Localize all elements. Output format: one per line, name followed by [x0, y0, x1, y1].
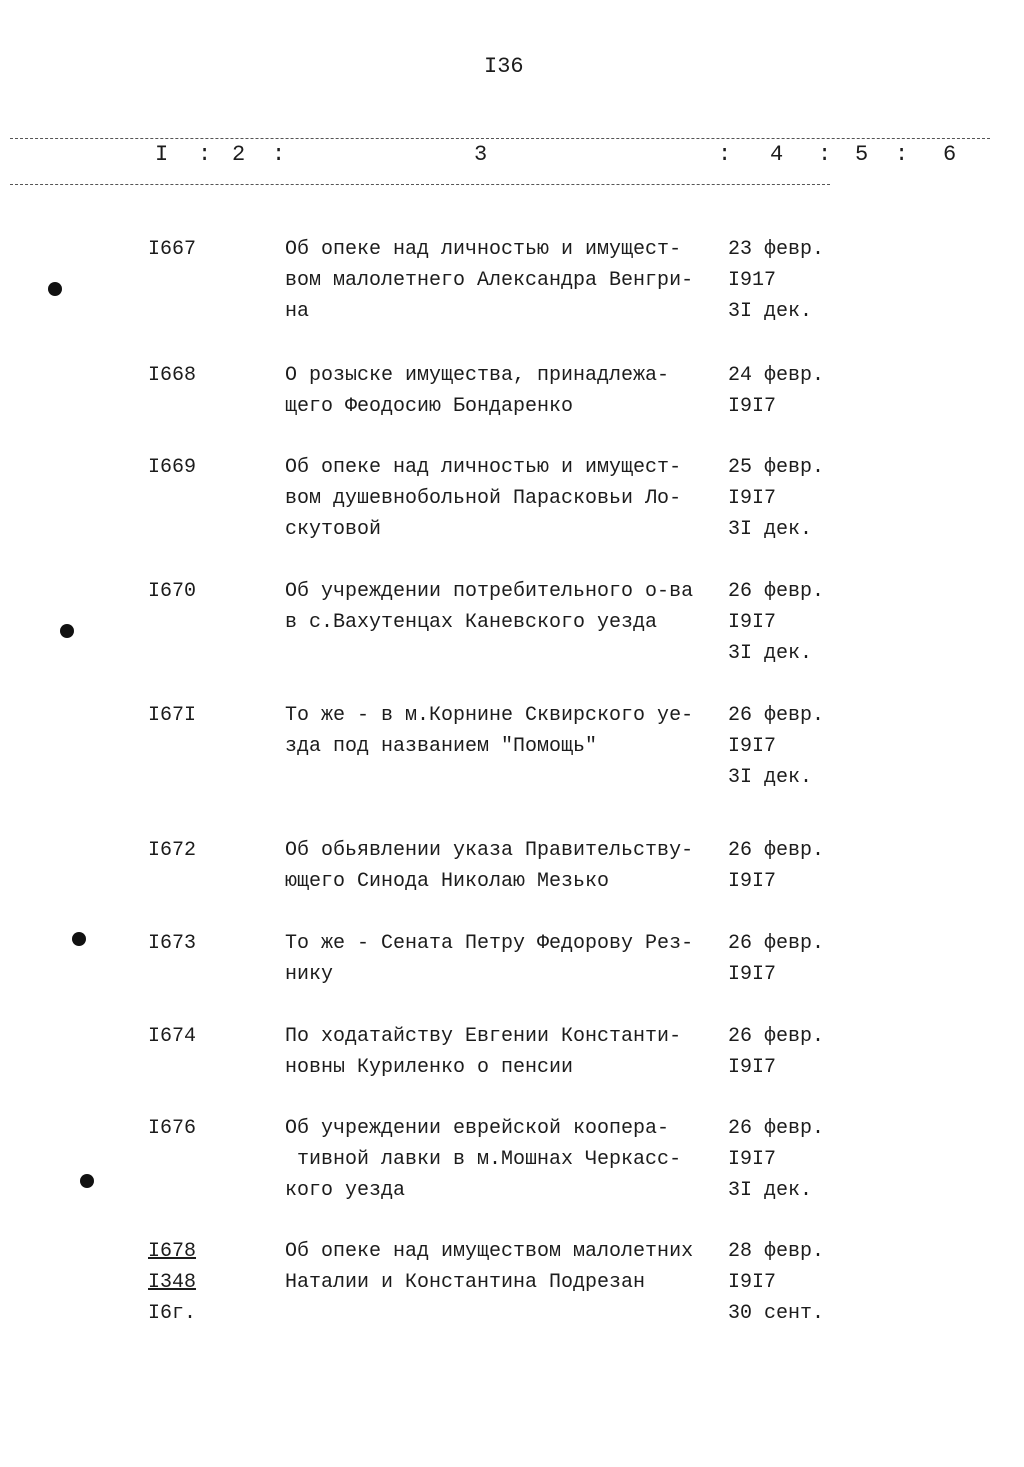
item-number-line: I674	[148, 1025, 197, 1048]
item-dates	[728, 234, 824, 327]
item-number	[148, 1021, 196, 1052]
item-description-line: То же - в м.Корнине Сквирского уе-	[285, 704, 694, 727]
item-description-line: новны Куриленко о пенсии	[285, 1056, 574, 1079]
header-rule-top	[10, 138, 990, 139]
item-description-line: зда под названием "Помощь"	[285, 735, 598, 758]
item-number-line: I668	[148, 364, 197, 387]
item-description	[285, 835, 693, 897]
item-dates-line: I917	[728, 269, 777, 292]
item-description-line: Наталии и Константина Подрезан	[285, 1271, 646, 1294]
item-dates-line: I9I7	[728, 487, 777, 510]
item-dates	[728, 360, 824, 422]
item-number	[148, 1113, 196, 1144]
item-description-line: кого уезда	[285, 1179, 406, 1202]
item-dates-line: 26 февр.	[728, 932, 825, 955]
item-dates	[728, 1113, 824, 1206]
column-separator: :	[895, 142, 909, 167]
item-description	[285, 452, 681, 545]
column-header-label: I	[155, 142, 169, 167]
item-dates-line: 3I дек.	[728, 518, 813, 541]
column-separator: :	[718, 142, 732, 167]
column-separator: :	[818, 142, 832, 167]
item-description-line: щего Феодосию Бондаренко	[285, 395, 574, 418]
item-dates-line: I9I7	[728, 1056, 777, 1079]
item-dates-line: 26 февр.	[728, 1025, 825, 1048]
column-separator: :	[272, 142, 286, 167]
column-header-label: 4	[770, 142, 784, 167]
item-description	[285, 1113, 681, 1206]
item-dates	[728, 1236, 824, 1329]
item-number	[148, 1236, 196, 1329]
item-dates-line: I9I7	[728, 963, 777, 986]
item-dates-line: 26 февр.	[728, 704, 825, 727]
item-number	[148, 360, 196, 391]
column-header-label: 6	[943, 142, 957, 167]
item-dates	[728, 576, 824, 669]
item-dates	[728, 700, 824, 793]
item-dates-line: 23 февр.	[728, 238, 825, 261]
item-description-line: Об учреждении потребительного о-ва	[285, 580, 694, 603]
ink-blot	[72, 932, 86, 946]
item-description	[285, 1021, 681, 1083]
item-number	[148, 234, 196, 265]
item-description	[285, 576, 693, 638]
item-dates-line: I9I7	[728, 735, 777, 758]
item-number-line: I348	[148, 1271, 197, 1294]
item-dates-line: I9I7	[728, 611, 777, 634]
ink-blot	[48, 282, 62, 296]
column-header-label: 5	[855, 142, 869, 167]
item-number	[148, 700, 196, 731]
item-dates-line: 26 февр.	[728, 1117, 825, 1140]
item-dates-line: 26 февр.	[728, 839, 825, 862]
page-number: I36	[484, 54, 524, 79]
item-dates-line: I9I7	[728, 1271, 777, 1294]
item-description	[285, 1236, 693, 1298]
item-description-line: Об учреждении еврейской коопера-	[285, 1117, 670, 1140]
item-description-line: вом душевнобольной Парасковьи Ло-	[285, 487, 682, 510]
item-description-line: О розыске имущества, принадлежа-	[285, 364, 670, 387]
item-dates-line: 3I дек.	[728, 642, 813, 665]
item-dates-line: 25 февр.	[728, 456, 825, 479]
item-description	[285, 360, 669, 422]
item-number	[148, 452, 196, 483]
item-number-line: I678	[148, 1240, 197, 1263]
item-description-line: Об опеке над личностью и имущест-	[285, 238, 682, 261]
item-dates-line: I9I7	[728, 870, 777, 893]
item-number-line: I667	[148, 238, 197, 261]
item-description-line: на	[285, 300, 310, 323]
item-description-line: вом малолетнего Александра Венгри-	[285, 269, 694, 292]
item-description-line: То же - Сената Петру Федорову Рез-	[285, 932, 694, 955]
item-dates-line: 3I дек.	[728, 1179, 813, 1202]
item-number-line: I67I	[148, 704, 197, 727]
item-description-line: По ходатайству Евгении Константи-	[285, 1025, 682, 1048]
item-dates-line: 3I дек.	[728, 300, 813, 323]
item-description-line: в с.Вахутенцах Каневского уезда	[285, 611, 658, 634]
item-number-line: I672	[148, 839, 197, 862]
item-number-line: I6г.	[148, 1302, 197, 1325]
item-dates	[728, 835, 824, 897]
ink-blot	[80, 1174, 94, 1188]
item-number-line: I676	[148, 1117, 197, 1140]
item-number	[148, 835, 196, 866]
column-header-label: 3	[474, 142, 488, 167]
item-description-line: Об опеке над имуществом малолетних	[285, 1240, 694, 1263]
item-dates-line: 26 февр.	[728, 580, 825, 603]
item-number-line: I673	[148, 932, 197, 955]
item-dates-line: 30 сент.	[728, 1302, 825, 1325]
header-rule-bottom	[10, 184, 830, 185]
item-description-line: ющего Синода Николаю Мезько	[285, 870, 610, 893]
item-description	[285, 928, 693, 990]
item-dates	[728, 928, 824, 990]
item-description-line: скутовой	[285, 518, 382, 541]
item-description-line: нику	[285, 963, 334, 986]
item-dates	[728, 452, 824, 545]
item-number-line: I669	[148, 456, 197, 479]
item-description-line: Об обьявлении указа Правительству-	[285, 839, 694, 862]
item-description-line: тивной лавки в м.Мошнах Черкасс-	[285, 1148, 682, 1171]
item-number	[148, 928, 196, 959]
item-dates-line: 24 февр.	[728, 364, 825, 387]
item-dates	[728, 1021, 824, 1083]
item-number	[148, 576, 196, 607]
item-dates-line: 3I дек.	[728, 766, 813, 789]
item-dates-line: I9I7	[728, 1148, 777, 1171]
column-separator: :	[198, 142, 212, 167]
item-description	[285, 234, 693, 327]
item-dates-line: I9I7	[728, 395, 777, 418]
item-number-line: I670	[148, 580, 197, 603]
ink-blot	[60, 624, 74, 638]
item-dates-line: 28 февр.	[728, 1240, 825, 1263]
item-description-line: Об опеке над личностью и имущест-	[285, 456, 682, 479]
column-header-label: 2	[232, 142, 246, 167]
item-description	[285, 700, 693, 762]
